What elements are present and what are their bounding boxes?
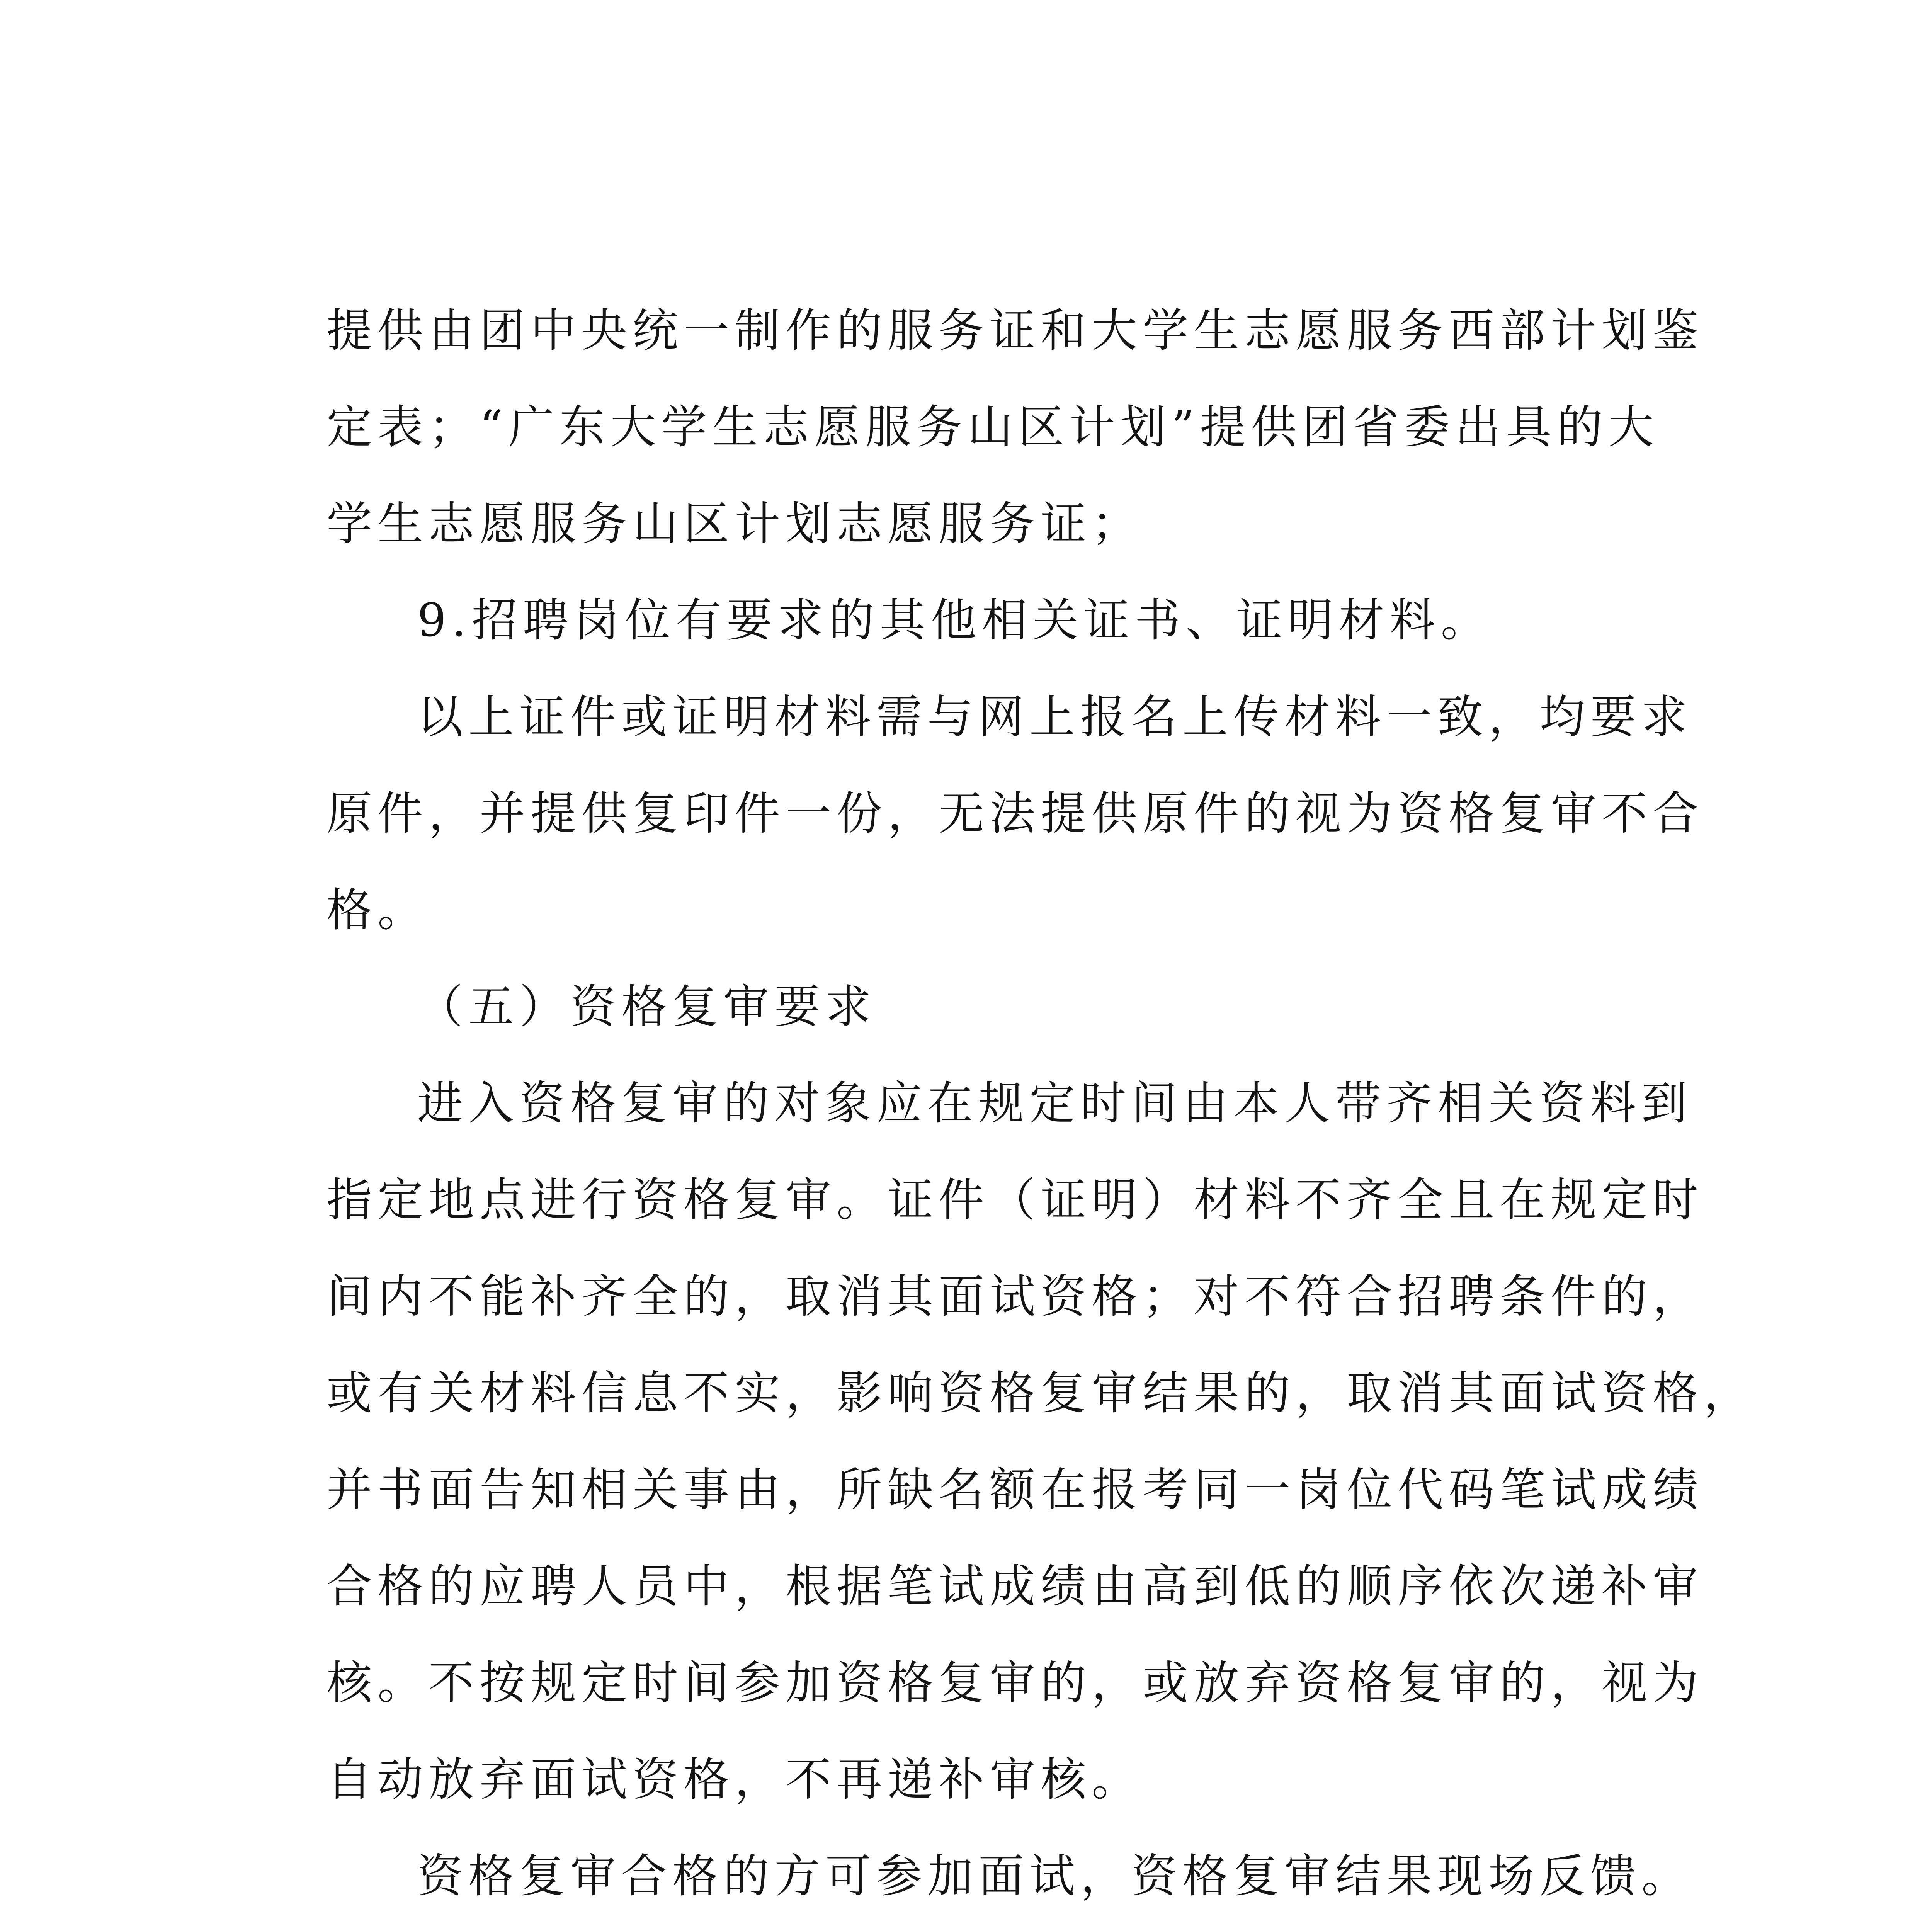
list-item-9: 9.招聘岗位有要求的其他相关证书、证明材料。 [417,594,1492,647]
body-line-16: 自动放弃面试资格，不再递补审核。 [327,1753,1143,1806]
body-line-1: 提供由团中央统一制作的服务证和大学生志愿服务西部计划鉴 [327,304,1704,357]
body-line-15: 核。不按规定时间参加资格复审的，或放弃资格复审的，视为 [327,1656,1704,1709]
body-line-5: 以上证件或证明材料需与网上报名上传材料一致，均要求 [417,690,1693,743]
body-line-7: 格。 [327,883,429,937]
body-line-12: 或有关材料信息不实，影响资格复审结果的，取消其面试资格， [327,1366,1755,1420]
body-line-3: 学生志愿服务山区计划志愿服务证； [327,497,1143,550]
body-line-9: 进入资格复审的对象应在规定时间由本人带齐相关资料到 [417,1077,1693,1130]
body-line-14: 合格的应聘人员中，根据笔试成绩由高到低的顺序依次递补审 [327,1560,1704,1613]
body-line-13: 并书面告知相关事由，所缺名额在报考同一岗位代码笔试成绩 [327,1463,1704,1516]
body-line-11: 间内不能补齐全的，取消其面试资格；对不符合招聘条件的， [327,1270,1704,1323]
section-subheading: （五）资格复审要求 [417,980,877,1033]
body-line-2: 定表；“广东大学生志愿服务山区计划”提供团省委出具的大 [327,400,1659,454]
body-line-10: 指定地点进行资格复审。证件（证明）材料不齐全且在规定时 [327,1173,1704,1226]
body-line-6: 原件，并提供复印件一份，无法提供原件的视为资格复审不合 [327,787,1704,840]
body-line-17: 资格复审合格的方可参加面试，资格复审结果现场反馈。 [417,1849,1693,1903]
